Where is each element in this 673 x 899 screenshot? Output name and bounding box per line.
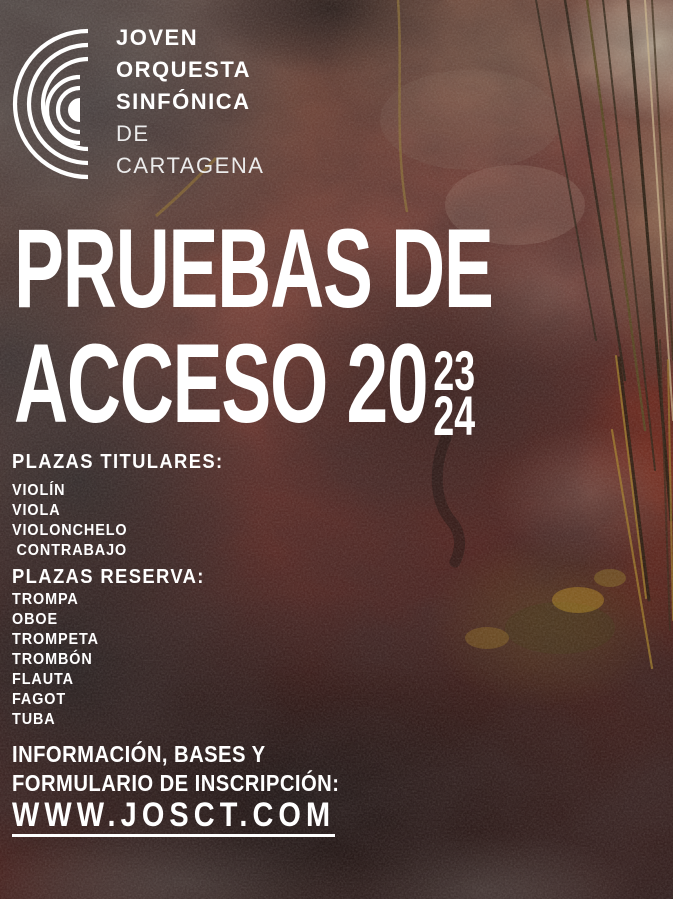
logo-line: CARTAGENA: [116, 153, 265, 178]
list-item: VIOLÍN: [12, 482, 66, 499]
section-plazas-reserva: [12, 564, 222, 730]
list-item: FLAUTA: [12, 671, 74, 688]
concentric-arcs-icon: [8, 14, 100, 180]
titulares-list: [12, 481, 242, 561]
list-item: TROMPETA: [12, 631, 99, 648]
list-item: TROMBÓN: [12, 651, 93, 668]
list-item: TROMPA: [12, 591, 79, 608]
logo-line: SINFÓNICA: [116, 89, 251, 114]
orchestra-logo: [8, 14, 264, 182]
list-item: VIOLA: [12, 502, 61, 519]
reserva-heading: PLAZAS RESERVA:: [12, 566, 205, 588]
year-top: 23: [433, 339, 476, 402]
season-years: [433, 339, 476, 447]
poster-title: [14, 206, 673, 447]
info-line-1: INFORMACIÓN, BASES Y: [12, 741, 266, 767]
website-url-link[interactable]: WWW.JOSCT.COM: [12, 798, 335, 837]
info-line-2: FORMULARIO DE INSCRIPCIÓN:: [12, 770, 340, 796]
footer-info: [12, 740, 392, 837]
titulares-heading: PLAZAS TITULARES:: [12, 451, 224, 473]
title-line-2: [14, 321, 493, 447]
list-item: VIOLONCHELO: [12, 522, 128, 539]
list-item: CONTRABAJO: [16, 542, 128, 559]
logo-line: DE: [116, 121, 150, 146]
logo-line: ORQUESTA: [116, 57, 252, 82]
title-line-2-text: ACCESO 20: [14, 321, 428, 446]
title-line-1: PRUEBAS DE: [14, 206, 493, 331]
list-item: TUBA: [12, 711, 56, 728]
list-item: FAGOT: [12, 691, 67, 708]
logo-wordmark: [116, 14, 264, 182]
logo-line: JOVEN: [116, 25, 199, 50]
reserva-list: [12, 590, 222, 730]
section-plazas-titulares: [12, 449, 242, 561]
year-bottom: 24: [433, 384, 476, 447]
list-item: OBOE: [12, 611, 59, 628]
